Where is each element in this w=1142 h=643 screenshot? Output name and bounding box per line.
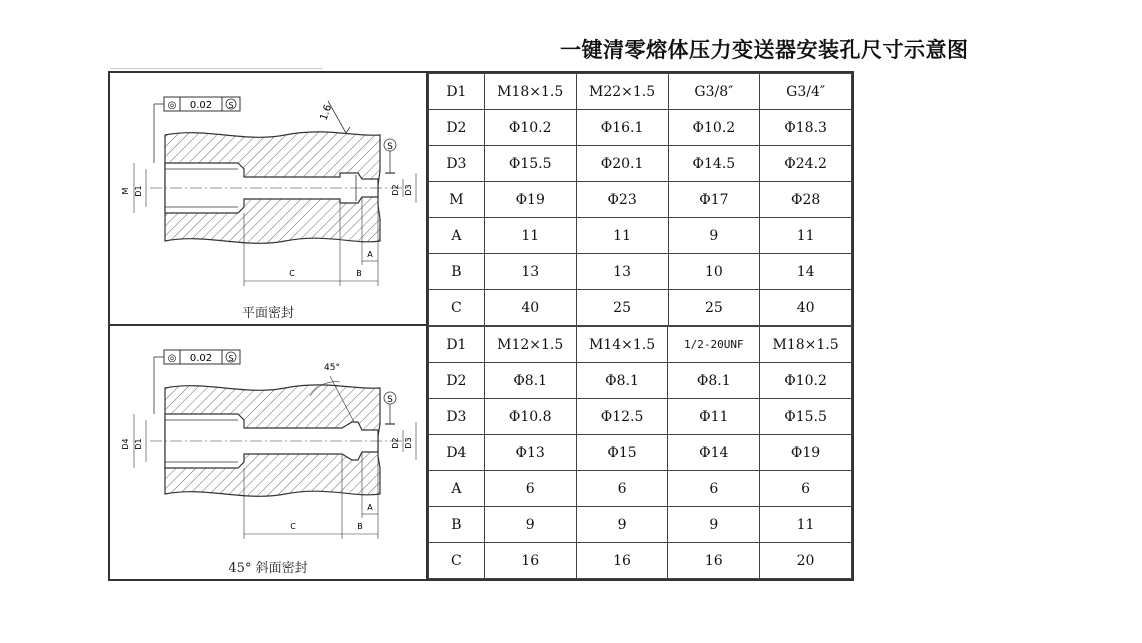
table-cell: G3/4″ <box>760 74 852 110</box>
table-cell: 6 <box>760 471 852 507</box>
table-cell: 16 <box>576 543 668 579</box>
table-cell: 6 <box>668 471 760 507</box>
dimension-sheet <box>108 71 854 581</box>
table-cell: Φ11 <box>668 399 760 435</box>
table-cell: 40 <box>760 290 852 326</box>
table-cell: 16 <box>668 543 760 579</box>
table-cell: Φ19 <box>484 182 576 218</box>
flat-seal-tolerance-modifier: S <box>228 101 234 110</box>
table-cell: Φ12.5 <box>576 399 668 435</box>
bevel-seal-drawing-panel <box>110 326 428 579</box>
table-cell: 13 <box>484 254 576 290</box>
row-label: C <box>429 543 485 579</box>
table-cell: 1/2-20UNF <box>668 327 760 363</box>
row-label: D4 <box>429 435 485 471</box>
table-row <box>429 327 852 363</box>
table-cell: 11 <box>760 218 852 254</box>
table-cell: 13 <box>576 254 668 290</box>
table-cell: 6 <box>576 471 668 507</box>
row-label: C <box>429 290 485 326</box>
bevel-seal-caption: 45° 斜面密封 <box>228 561 308 576</box>
table-row <box>429 507 852 543</box>
table-cell: M18×1.5 <box>484 74 576 110</box>
table-cell: Φ8.1 <box>484 363 576 399</box>
table-cell: Φ14.5 <box>668 146 760 182</box>
row-label: B <box>429 254 485 290</box>
dim-label-b: B <box>356 269 362 278</box>
table-cell: Φ10.2 <box>668 110 760 146</box>
table-cell: 25 <box>668 290 760 326</box>
table-cell: 9 <box>576 507 668 543</box>
flat-seal-spec-table <box>428 73 852 326</box>
row-label: D1 <box>429 327 485 363</box>
row-label: D3 <box>429 146 485 182</box>
table-cell: Φ15.5 <box>760 399 852 435</box>
table-cell: G3/8″ <box>668 74 760 110</box>
table-cell: 14 <box>760 254 852 290</box>
table-row <box>429 146 852 182</box>
row-label: D1 <box>429 74 485 110</box>
bevel-seal-tolerance-value: 0.02 <box>189 353 213 364</box>
surface-finish-value: 1.6 <box>318 103 335 123</box>
table-cell: 9 <box>484 507 576 543</box>
dim-label-d1: D1 <box>134 185 143 197</box>
table-cell: 20 <box>760 543 852 579</box>
dim-label-a: A <box>367 503 373 512</box>
table-cell: M18×1.5 <box>760 327 852 363</box>
table-cell: 10 <box>668 254 760 290</box>
flat-seal-datum <box>384 139 396 173</box>
table-cell: Φ8.1 <box>668 363 760 399</box>
dim-label-m: M <box>121 187 130 195</box>
table-cell: Φ18.3 <box>760 110 852 146</box>
table-row <box>429 399 852 435</box>
table-row <box>429 218 852 254</box>
flat-seal-tolerance-value: 0.02 <box>189 100 213 111</box>
dim-label-d3: D3 <box>404 184 413 196</box>
table-cell: 11 <box>576 218 668 254</box>
row-label: A <box>429 218 485 254</box>
flat-seal-drawing <box>110 73 426 324</box>
page-title: 一键清零熔体压力变送器安装孔尺寸示意图 <box>560 38 969 62</box>
table-cell: Φ8.1 <box>576 363 668 399</box>
bevel-seal-spec-table <box>428 326 852 579</box>
row-label: B <box>429 507 485 543</box>
flat-seal-drawing-panel <box>110 73 428 326</box>
bevel-seal-tolerance-modifier: S <box>228 354 234 363</box>
table-cell: Φ10.2 <box>760 363 852 399</box>
dim-label-d2: D2 <box>391 437 400 449</box>
svg-text:S: S <box>387 142 393 152</box>
row-label: M <box>429 182 485 218</box>
table-row <box>429 110 852 146</box>
flat-seal-caption: 平面密封 <box>241 306 294 321</box>
row-label: A <box>429 471 485 507</box>
table-row <box>429 290 852 326</box>
dim-label-c: C <box>290 522 296 531</box>
table-cell: Φ24.2 <box>760 146 852 182</box>
table-cell: Φ10.2 <box>484 110 576 146</box>
dim-label-d1: D1 <box>134 438 143 450</box>
divider-rule <box>110 68 322 69</box>
table-cell: Φ20.1 <box>576 146 668 182</box>
table-cell: M22×1.5 <box>576 74 668 110</box>
dim-label-d4: D4 <box>121 438 130 450</box>
bevel-seal-datum <box>384 392 396 424</box>
row-label: D2 <box>429 110 485 146</box>
table-cell: Φ19 <box>760 435 852 471</box>
dim-label-d3: D3 <box>404 437 413 449</box>
table-cell: 6 <box>484 471 576 507</box>
table-cell: Φ10.8 <box>484 399 576 435</box>
table-cell: 40 <box>484 290 576 326</box>
dim-label-d2: D2 <box>391 184 400 196</box>
angle-label: 45° <box>324 363 340 373</box>
concentricity-icon: ◎ <box>167 353 177 364</box>
table-cell: 11 <box>484 218 576 254</box>
table-row <box>429 182 852 218</box>
table-cell: Φ15 <box>576 435 668 471</box>
concentricity-icon: ◎ <box>167 100 177 111</box>
table-cell: 9 <box>668 507 760 543</box>
table-cell: Φ17 <box>668 182 760 218</box>
table-row <box>429 74 852 110</box>
table-cell: 11 <box>760 507 852 543</box>
table-cell: 25 <box>576 290 668 326</box>
table-cell: M12×1.5 <box>484 327 576 363</box>
table-cell: 9 <box>668 218 760 254</box>
table-row <box>429 543 852 579</box>
dim-label-b: B <box>357 522 363 531</box>
table-cell: Φ23 <box>576 182 668 218</box>
dim-label-a: A <box>367 250 373 259</box>
surface-finish-symbol <box>318 101 350 133</box>
table-cell: Φ28 <box>760 182 852 218</box>
table-row <box>429 435 852 471</box>
svg-text:S: S <box>387 395 393 405</box>
table-cell: Φ13 <box>484 435 576 471</box>
table-row <box>429 254 852 290</box>
row-label: D3 <box>429 399 485 435</box>
table-cell: Φ15.5 <box>484 146 576 182</box>
dim-label-c: C <box>289 269 295 278</box>
bevel-seal-drawing <box>110 326 426 579</box>
table-cell: Φ16.1 <box>576 110 668 146</box>
row-label: D2 <box>429 363 485 399</box>
table-cell: M14×1.5 <box>576 327 668 363</box>
table-cell: Φ14 <box>668 435 760 471</box>
table-row <box>429 471 852 507</box>
table-cell: 16 <box>484 543 576 579</box>
table-row <box>429 363 852 399</box>
